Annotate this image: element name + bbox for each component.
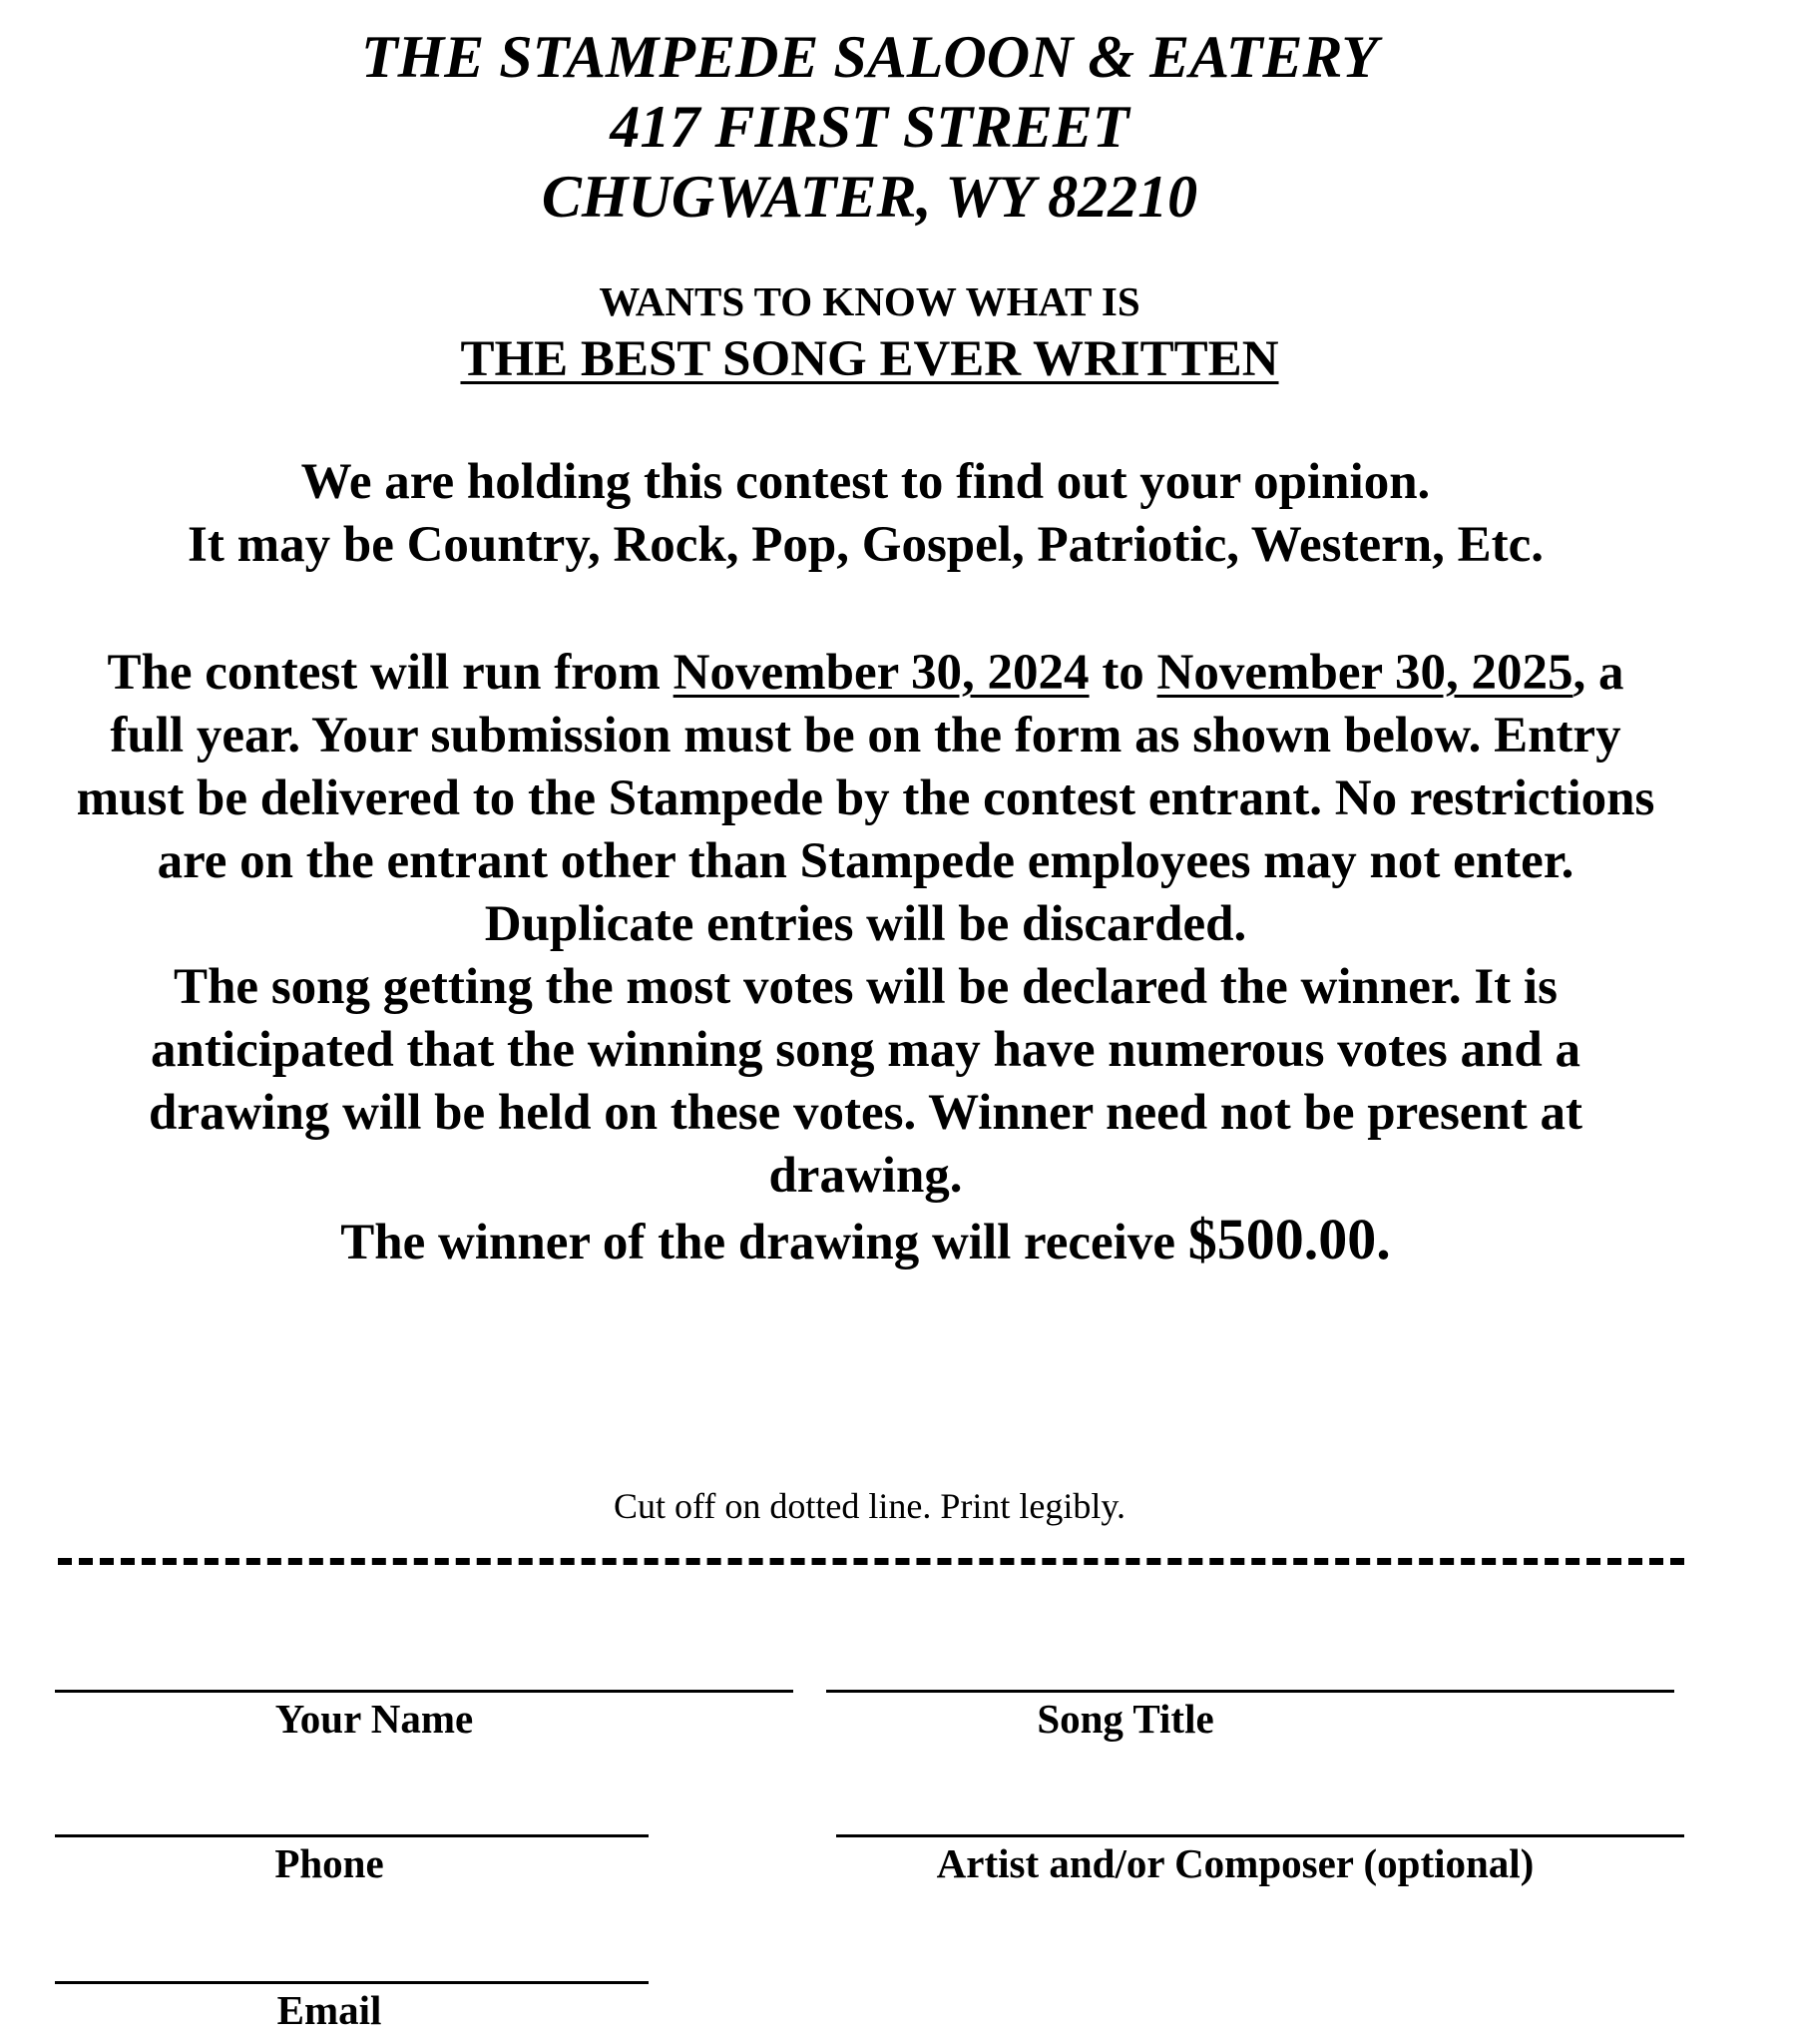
business-name: THE STAMPEDE SALOON & EATERY [360,24,1379,90]
phone-label: Phone [274,1840,384,1886]
contest-rules [0,642,1765,1275]
rules-paragraph-1: The contest will run from November 30, 2024 to November 30, 2025, a full year. Your submission must be on the form as shown below. Entry must be delivered to the Stampede by the contest entrant. No restrictions are on the entrant other than Stampede employees may not enter. Duplicate entries will be discarded. [76,645,1655,952]
rules-paragraph-2: The song getting the most votes will be declared the winner. It is anticipated that the winning song may have numerous votes and a drawing will be held on these votes. Winner need not be present at drawing. [148,959,1583,1204]
subheading: WANTS TO KNOW WHAT IS [599,278,1140,324]
phone-line[interactable] [55,1834,649,1837]
song-title-label: Song Title [1037,1696,1214,1742]
prize-line: The winner of the drawing will receive $500.00. [340,1207,1391,1272]
email-line[interactable] [55,1981,649,1984]
business-city: CHUGWATER, WY 82210 [541,164,1198,230]
artist-line[interactable] [836,1834,1684,1837]
cut-line [58,1558,1684,1565]
headline-text: THE BEST SONG EVER WRITTEN [460,331,1279,387]
song-title-line[interactable] [826,1690,1674,1693]
your-name-label: Your Name [274,1696,474,1742]
intro-line-1: We are holding this contest to find out your opinion. [300,454,1431,510]
your-name-line[interactable] [55,1690,793,1693]
intro-line-2: It may be Country, Rock, Pop, Gospel, Patriotic, Western, Etc. [188,517,1544,573]
artist-label: Artist and/or Composer (optional) [936,1840,1535,1886]
start-date: November 30, 2024 [673,645,1090,701]
intro-paragraph [0,451,1765,577]
end-date: November 30, 2025 [1156,645,1574,701]
cutoff-note: Cut off on dotted line. Print legibly. [614,1486,1125,1526]
business-header [0,22,1769,232]
email-label: Email [276,1987,382,2033]
headline [0,329,1769,389]
business-street: 417 FIRST STREET [610,94,1129,160]
prize-amount: $500.00. [1187,1207,1391,1272]
